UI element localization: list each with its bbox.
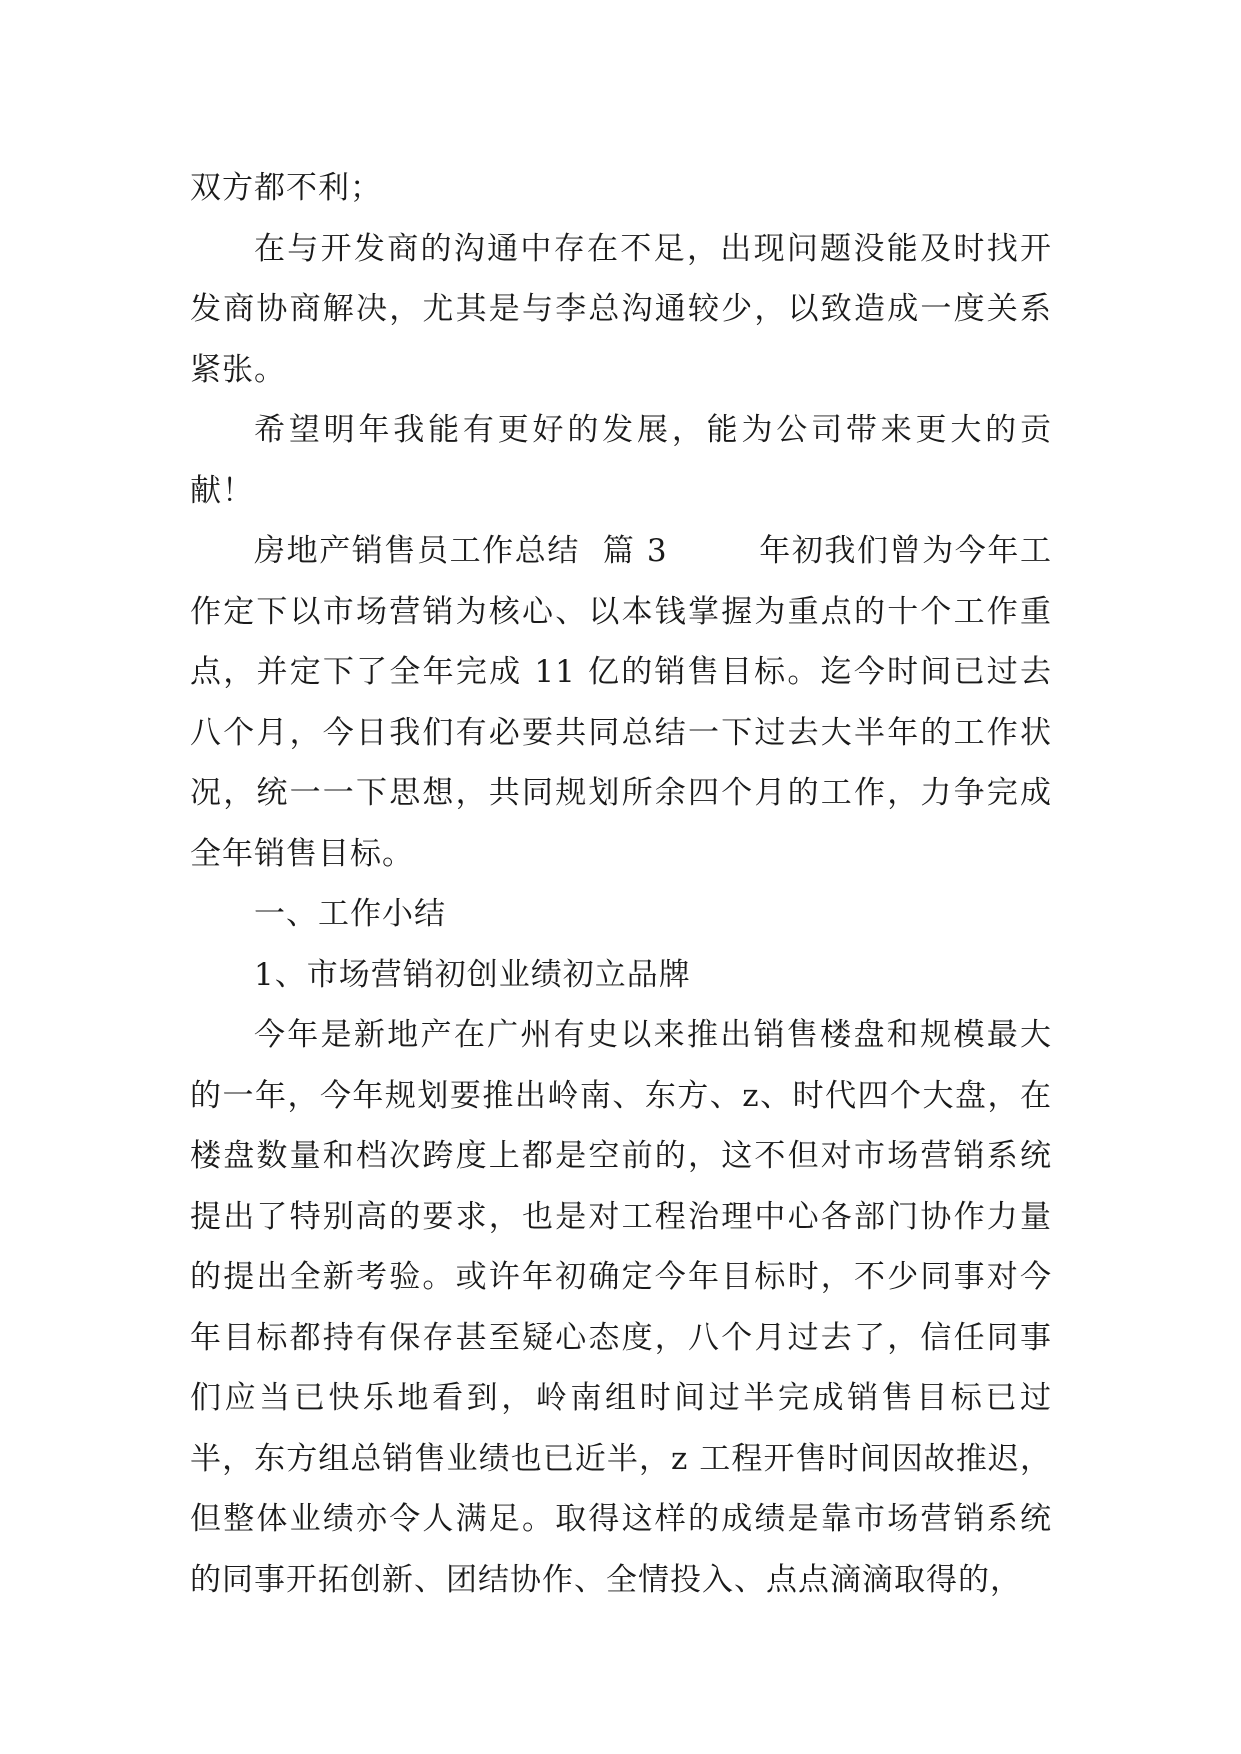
subsection-heading: 1、市场营销初创业绩初立品牌 xyxy=(254,956,691,993)
paragraph: 双方都不利； xyxy=(190,170,382,206)
paragraph: 在与开发商的沟通中存在不足，出现问题没能及时找开发商协商解决，尤其是与李总沟通较少，以致造成一度关系紧张。 xyxy=(190,230,1052,388)
paragraph: 希望明年我能有更好的发展，能为公司带来更大的贡献！ xyxy=(190,412,1052,509)
section-heading: 一、工作小结 xyxy=(254,896,446,932)
body-text xyxy=(190,158,1052,1610)
paragraph: 今年是新地产在广州有史以来推出销售楼盘和规模最大的一年，今年规划要推出岭南、东方、z、时代四个大盘，在楼盘数量和档次跨度上都是空前的，这不但对市场营销系统提出了特别高的要求，也是对工程治理中心各部门协作力量的提出全新考验。或许年初确定今年目标时，不少同事对今年目标都持有保存甚至疑心态度，八个月过去了，信任同事们应当已快乐地看到，岭南组时间过半完成销售目标已过半，东方组总销售业绩也已近半，z 工程开售时间因故推迟，但整体业绩亦令人满足。取得这样的成绩是靠市场营销系统的同事开拓创新、团结协作、全情投入、点点滴滴取得的， xyxy=(190,1017,1052,1598)
paragraph: 房地产销售员工作总结 篇 3 年初我们曾为今年工作定下以市场营销为核心、以本钱掌握为重点的十个工作重点，并定下了全年完成 11 亿的销售目标。迄今时间已过去八个月，今日我们有必要共同总结一下过去大半年的工作状况，统一一下思想，共同规划所余四个月的工作，力争完成全年销售目标。 xyxy=(190,533,1052,872)
